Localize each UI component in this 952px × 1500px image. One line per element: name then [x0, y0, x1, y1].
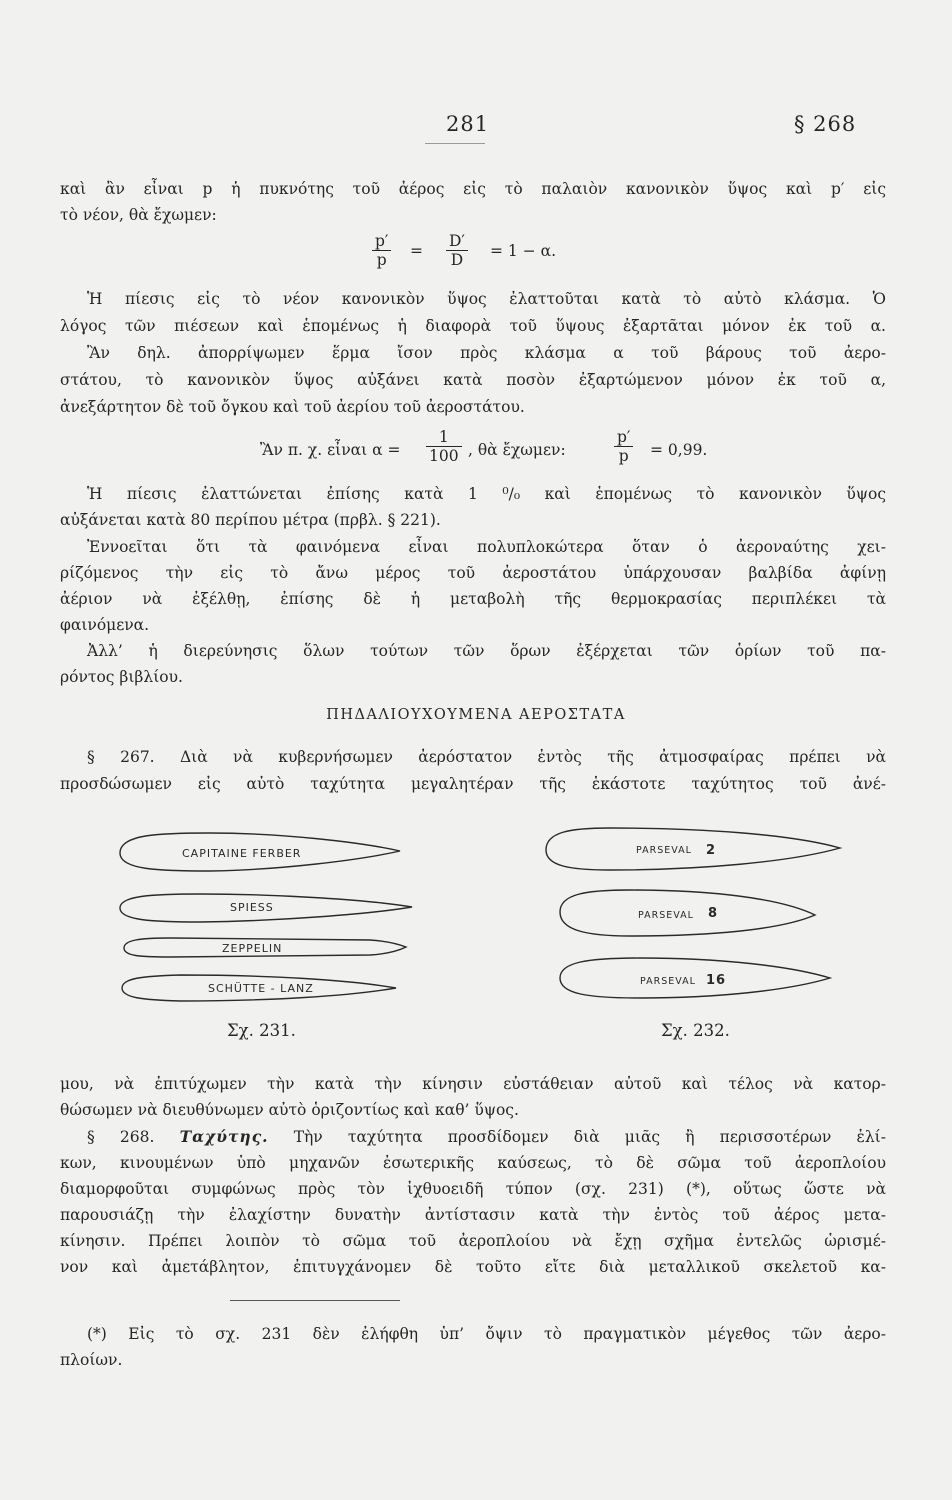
formula-mid: , θὰ ἔχωμεν:	[468, 441, 566, 459]
section-text: Τὴν ταχύτητα προσδίδομεν διὰ μιᾶς ἢ περισσοτέρων ἑλί-	[293, 1128, 886, 1146]
text-line: θώσωμεν νὰ διευθύνωμεν αὐτὸ ὁριζοντίως καὶ καθ’ ὕψος.	[60, 1101, 519, 1119]
fraction-p	[614, 428, 633, 465]
fraction-numerator: p′	[617, 428, 631, 446]
text-line: ἀνεξάρτητον δὲ τοῦ ὄγκου καὶ τοῦ ἀερίου τοῦ ἀεροστάτου.	[60, 398, 525, 416]
fraction-denominator: D	[446, 250, 468, 269]
text-line: Ἡ πίεσις εἰς τὸ νέον κανονικὸν ὕψος ἐλαττοῦται κατὰ τὸ αὐτὸ κλάσμα. Ὁ	[87, 290, 886, 308]
label-parseval-number: 8	[708, 906, 719, 921]
fraction-numerator: D′	[449, 232, 465, 250]
text-line: νον καὶ ἀμετάβλητον, ἐπιτυγχάνομεν δὲ τοῦτο εἴτε διὰ μεταλλικοῦ σκελετοῦ κα-	[60, 1258, 886, 1276]
section-heading: ΠΗΔΑΛΙΟΥΧΟΥΜΕΝΑ ΑΕΡΟΣΤΑΤΑ	[326, 707, 626, 723]
text-line: προσδώσωμεν εἰς αὐτὸ ταχύτητα μεγαλητέραν τῆς ἑκάστοτε ταχύτητος τοῦ ἀνέ-	[60, 775, 886, 793]
fraction-d	[446, 232, 468, 269]
label-zeppelin: ZEPPELIN	[222, 942, 283, 955]
airship-figures	[100, 820, 860, 1010]
label-capitaine-ferber: CAPITAINE FERBER	[182, 847, 302, 860]
footnote-line: πλοίων.	[60, 1351, 123, 1369]
text-line: μου, νὰ ἐπιτύχωμεν τὴν κατὰ τὴν κίνησιν εὐστάθειαν αὐτοῦ καὶ τέλος νὰ κατορ-	[60, 1075, 886, 1093]
equals-sign: =	[410, 242, 423, 260]
fraction-p	[372, 232, 391, 269]
formula-lead: Ἂν π. χ. εἶναι α =	[260, 441, 401, 459]
text-line: φαινόμενα.	[60, 616, 150, 634]
fraction-alpha	[426, 428, 462, 465]
label-parseval-number: 16	[706, 973, 727, 988]
label-schutte-lanz: SCHÜTTE - LANZ	[208, 982, 314, 995]
formula-rest: = 0,99.	[650, 441, 708, 459]
text-line: Ἡ πίεσις ἐλαττώνεται ἐπίσης κατὰ 1 ⁰/₀ καὶ ἑπομένως τὸ κανονικὸν ὕψος	[87, 485, 886, 503]
text-line: Ἂν δηλ. ἀπορρίψωμεν ἕρμα ἴσον πρὸς κλάσμα α τοῦ βάρους τοῦ ἀερο-	[87, 344, 886, 362]
text-line: ρόντος βιβλίου.	[60, 668, 183, 686]
text-line: ἀέριον νὰ ἐξέλθῃ, ἐπίσης δὲ ἡ μεταβολὴ τῆς θερμοκρασίας περιπλέκει τὰ	[60, 590, 886, 608]
fraction-denominator: 100	[426, 446, 462, 465]
text-line: κων, κινουμένων ὑπὸ μηχανῶν ἐσωτερικῆς καύσεως, τὸ δὲ σῶμα τοῦ ἀεροπλοίου	[60, 1154, 886, 1172]
text-line: παρουσιάζῃ τὴν ἐλαχίστην δυνατὴν ἀντίστασιν κατὰ τὴν ἐντὸς τοῦ ἀέρος μετα-	[60, 1206, 886, 1224]
text-line: ρίζόμενος τὴν εἰς τὸ ἄνω μέρος τοῦ ἀεροστάτου ὑπάρχουσαν βαλβίδα ἀφίνῃ	[60, 564, 886, 582]
text-line: διαμορφοῦται συμφώνως πρὸς τὸν ἰχθυοειδῆ τύπον (σχ. 231) (*), οὕτως ὥστε νὰ	[60, 1180, 886, 1198]
footnote-line: (*) Εἰς τὸ σχ. 231 δὲν ἐλήφθη ὑπ’ ὄψιν τὸ πραγματικὸν μέγεθος τῶν ἀερο-	[87, 1325, 886, 1343]
text-line: καὶ ἂν εἶναι p ἡ πυκνότης τοῦ ἀέρος εἰς τὸ παλαιὸν κανονικὸν ὕψος καὶ p′ εἰς	[60, 180, 886, 198]
page-number-rule	[425, 143, 485, 144]
page-number: 281	[446, 112, 490, 136]
section-reference: § 268	[794, 112, 857, 136]
text-line: κίνησιν. Πρέπει λοιπὸν τὸ σῶμα τοῦ ἀεροπλοίου νὰ ἔχῃ σχῆμα ἐντελῶς ὡρισμέ-	[60, 1232, 886, 1250]
text-line: στάτου, τὸ κανονικὸν ὕψος αὐξάνει κατὰ ποσὸν ἐξαρτώμενον μόνον ἐκ τοῦ α,	[60, 371, 886, 389]
label-parseval: PARSEVAL	[636, 845, 692, 856]
text-line: τὸ νέον, θὰ ἔχωμεν:	[60, 206, 217, 224]
text-line-section-268	[87, 1124, 886, 1150]
fraction-denominator: p	[372, 250, 391, 269]
text-line: λόγος τῶν πιέσεων καὶ ἑπομένως ἡ διαφορὰ τοῦ ὕψους ἐξαρτᾶται μόνον ἐκ τοῦ α.	[60, 317, 886, 335]
label-parseval: PARSEVAL	[640, 976, 696, 987]
text-line: Ἐννοεῖται ὅτι τὰ φαινόμενα εἶναι πολυπλοκώτερα ὅταν ὁ ἀεροναύτης χει-	[87, 538, 886, 556]
label-parseval-number: 2	[706, 843, 717, 858]
hull-parseval-2	[546, 828, 840, 870]
formula-rest: = 1 − α.	[490, 242, 557, 260]
label-spiess: SPIESS	[230, 901, 274, 914]
label-parseval: PARSEVAL	[638, 910, 694, 921]
text-line: § 267. Διὰ νὰ κυβερνήσωμεν ἀερόστατον ἐντὸς τῆς ἀτμοσφαίρας πρέπει νὰ	[87, 748, 886, 766]
fraction-numerator: 1	[438, 428, 449, 446]
text-line: αὐξάνεται κατὰ 80 περίπου μέτρα (πρβλ. § 221).	[60, 511, 441, 529]
section-title: Ταχύτης.	[179, 1127, 269, 1146]
figure-caption-232: Σχ. 232.	[661, 1021, 730, 1040]
text-line: Ἀλλ’ ἡ διερεύνησις ὅλων τούτων τῶν ὅρων ἐξέρχεται τῶν ὁρίων τοῦ πα-	[87, 642, 886, 660]
fraction-denominator: p	[614, 446, 633, 465]
figure-caption-231: Σχ. 231.	[227, 1021, 296, 1040]
fraction-numerator: p′	[375, 232, 389, 250]
section-number: § 268.	[87, 1128, 155, 1146]
footnote-rule	[230, 1300, 400, 1301]
